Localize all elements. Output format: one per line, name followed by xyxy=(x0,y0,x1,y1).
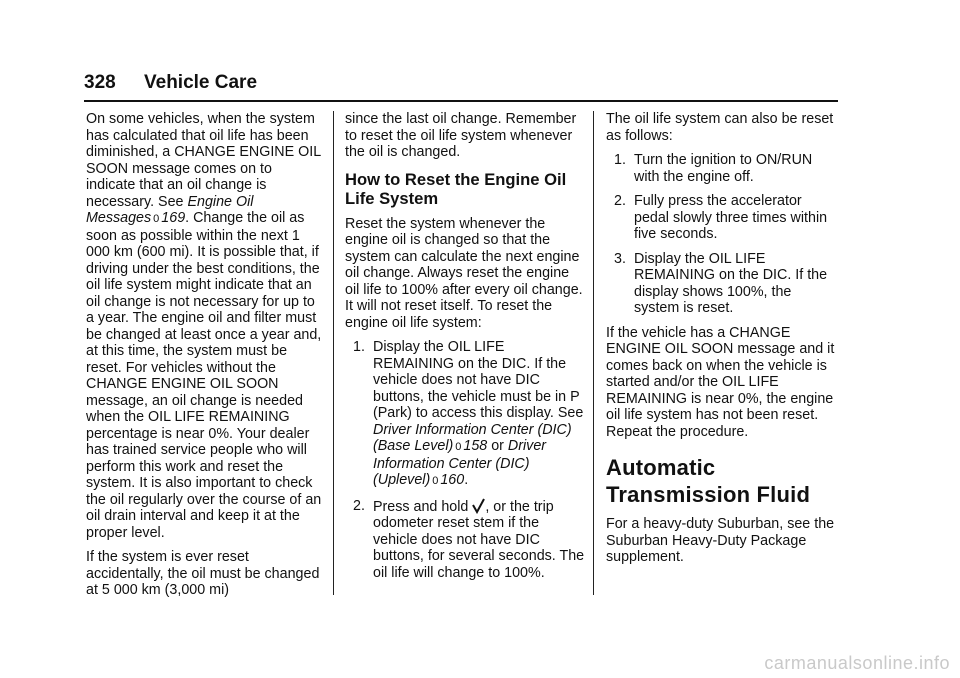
page-reference[interactable]: 158 xyxy=(463,438,488,454)
step-number: 3. xyxy=(614,250,626,267)
page-reference[interactable]: 160 xyxy=(440,472,465,488)
column-1 xyxy=(86,111,322,607)
paragraph: Reset the system whenever the engine oil is changed so that the system can calculate the next engine oil change. Always reset the engine oil life to 100% after every oil change. It will not reset itself. To reset the engine oil life system: xyxy=(345,215,583,331)
cross-reference-link[interactable]: Driver Information Center (DIC) (Base Level) xyxy=(373,421,572,454)
column-divider xyxy=(593,111,594,595)
page-ref-arrow-icon: 0 xyxy=(153,213,160,225)
page-number: 328 xyxy=(84,72,116,93)
step-number: 2. xyxy=(614,193,626,209)
checkmark-icon xyxy=(472,498,485,514)
paragraph: The oil life system can also be reset as follows: xyxy=(606,111,834,144)
paragraph: since the last oil change. Remember to reset the oil life system whenever the oil is changed. xyxy=(345,111,577,160)
section-heading: Automatic Transmission Fluid xyxy=(606,455,811,507)
steps-list xyxy=(345,339,585,581)
column-3 xyxy=(606,111,840,574)
page-header xyxy=(84,70,838,102)
list-item: 3. Display the OIL LIFE REMAINING on the DIC. If the display shows 100%, the system is reset. xyxy=(614,250,828,316)
paragraph: If the vehicle has a CHANGE ENGINE OIL SOON message and it comes back on when the vehicle is started and/or the OIL LIFE REMAINING is near 0%, the engine oil life system has not been reset. Repeat the procedure. xyxy=(606,324,835,440)
step-number: 1. xyxy=(614,152,626,168)
page-ref-arrow-icon: 0 xyxy=(455,441,462,453)
section-title: Vehicle Care xyxy=(144,72,258,93)
step-number: 1. xyxy=(353,339,365,355)
step-number: 2. xyxy=(353,497,365,514)
paragraph: On some vehicles, when the system has calculated that oil life has been diminished, a CHANGE ENGINE OIL SOON message comes on to indicate that an oil change is necessary. See Engine Oil Messages 0 169. Change the oil as soon as possible within the next 1 000 km (600 mi). It is possible that, if driving under the best conditions, the oil life system might indicate that an oil change is not necessary for up to a year. The engine oil and filter must be changed at least once a year and, at this time, the system must be reset. For vehicles without the CHANGE ENGINE OIL SOON message, an oil change is needed when the OIL LIFE REMAINING percentage is near 0%. Your dealer has trained service people who will perform this work and reset the system. It is also important to check the oil regularly over the course of an oil drain interval and keep it at the proper level. xyxy=(86,111,322,541)
cross-reference-link[interactable]: Driver Information Center (DIC) (Uplevel) xyxy=(373,438,547,488)
list-item: 1. Turn the ignition to ON/RUN with the engine off. xyxy=(614,152,813,185)
paragraph: For a heavy-duty Suburban, see the Suburban Heavy-Duty Package supplement. xyxy=(606,516,835,565)
column-divider xyxy=(333,111,334,595)
section-heading: How to Reset the Engine Oil Life System xyxy=(345,169,567,208)
column-2 xyxy=(345,111,585,589)
list-item: 1. Display the OIL LIFE REMAINING on the DIC. If the vehicle does not have DIC buttons, the vehicle must be in P (Park) to access this display. See Driver Information Center (DIC) (Base Level) 0 158 or Driver Information Center (DIC) (Uplevel) 0 160. xyxy=(353,339,584,488)
cross-reference-link[interactable]: Engine Oil Messages xyxy=(86,193,254,226)
paragraph: If the system is ever reset accidentally, the oil must be changed at 5 000 km (3,000 mi) xyxy=(86,549,320,598)
watermark: carmanualsonline.info xyxy=(764,653,950,673)
list-item: 2. Press and hold , or the trip odometer reset stem if the vehicle does not have DIC buttons, for several seconds. The oil life will change to 100%. xyxy=(353,497,585,581)
page-reference[interactable]: 169 xyxy=(161,210,186,226)
page-ref-arrow-icon: 0 xyxy=(432,475,439,487)
steps-list xyxy=(606,152,840,317)
list-item: 2. Fully press the accelerator pedal slowly three times within five seconds. xyxy=(614,193,828,242)
